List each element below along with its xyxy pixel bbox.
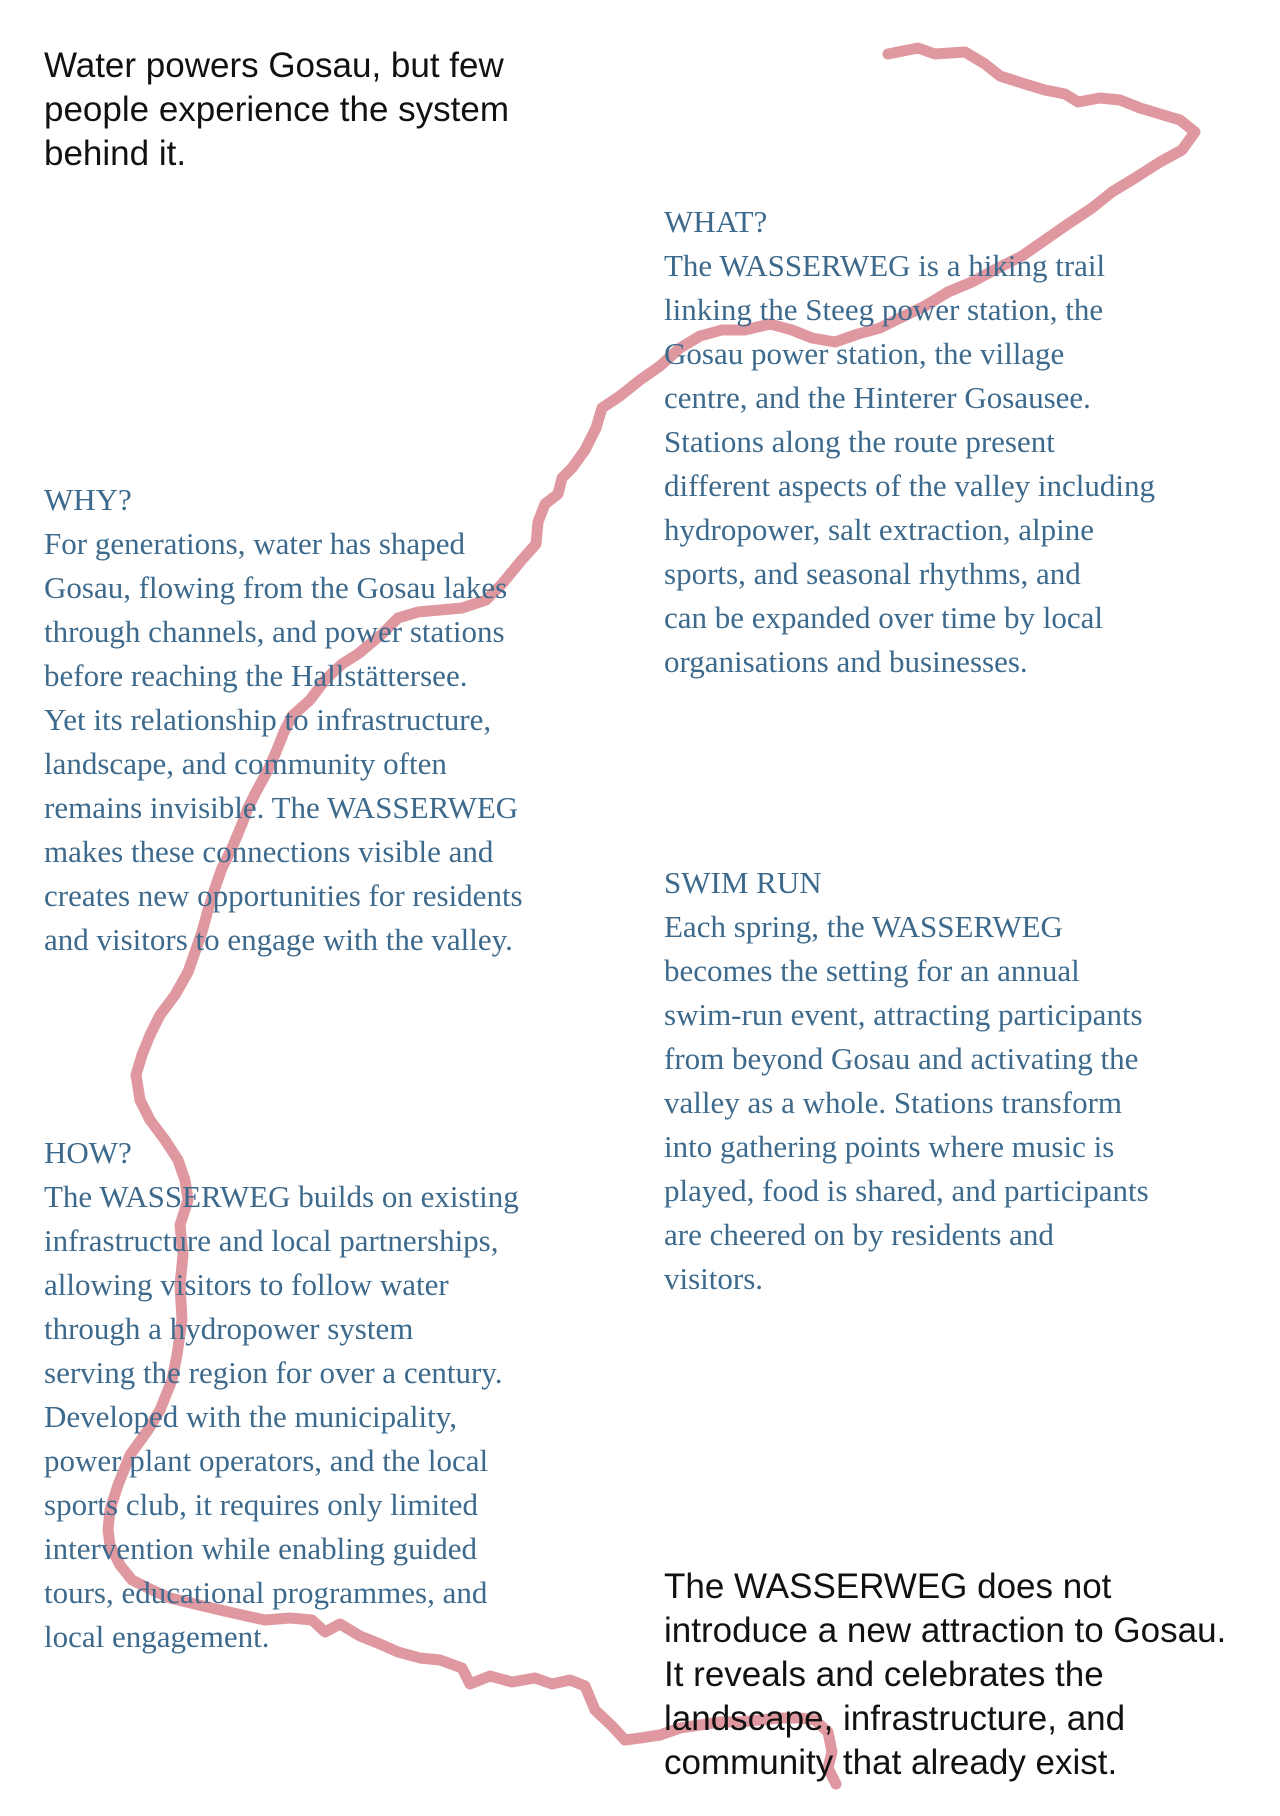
how-heading: HOW? <box>44 1135 132 1170</box>
swimrun-body: Each spring, the WASSERWEG becomes the setting for an annual swim-run event, attracting participants from beyond Gosau and activating the valley as a whole. Stations transform into gathering points where music is played, food is shared, and participants are cheered on by residents and visitors. <box>664 909 1149 1296</box>
section-how <box>44 1131 624 1659</box>
closing-statement: The WASSERWEG does not introduce a new attraction to Gosau. It reveals and celebrates the landscape, infrastructure, and community that already exist. <box>664 1567 1227 1782</box>
intro-statement: Water powers Gosau, but few people experience the system behind it. <box>44 46 509 173</box>
what-heading: WHAT? <box>664 204 768 239</box>
why-heading: WHY? <box>44 482 132 517</box>
section-swimrun <box>664 861 1244 1301</box>
what-body: The WASSERWEG is a hiking trail linking the Steeg power station, the Gosau power station, the village centre, and the Hinterer Gosausee. Stations along the route present different aspects of the valley including hydropower, salt extraction, alpine sports, and seasonal rhythms, and can be expanded over time by local organisations and businesses. <box>664 248 1155 679</box>
how-body: The WASSERWEG builds on existing infrastructure and local partnerships, allowing visitors to follow water through a hydropower system serving the region for over a century. Developed with the municipality, power plant operators, and the local sports club, it requires only limited intervention while enabling guided tours, educational programmes, and local engagement. <box>44 1179 519 1654</box>
section-what <box>664 200 1244 684</box>
why-body: For generations, water has shaped Gosau, flowing from the Gosau lakes through channels, and power stations before reaching the Hallstättersee. Yet its relationship to infrastructure, landscape, and community often remains invisible. The WASSERWEG makes these connections visible and creates new opportunities for residents and visitors to engage with the valley. <box>44 526 523 957</box>
swimrun-heading: SWIM RUN <box>664 865 822 900</box>
section-why <box>44 478 624 962</box>
